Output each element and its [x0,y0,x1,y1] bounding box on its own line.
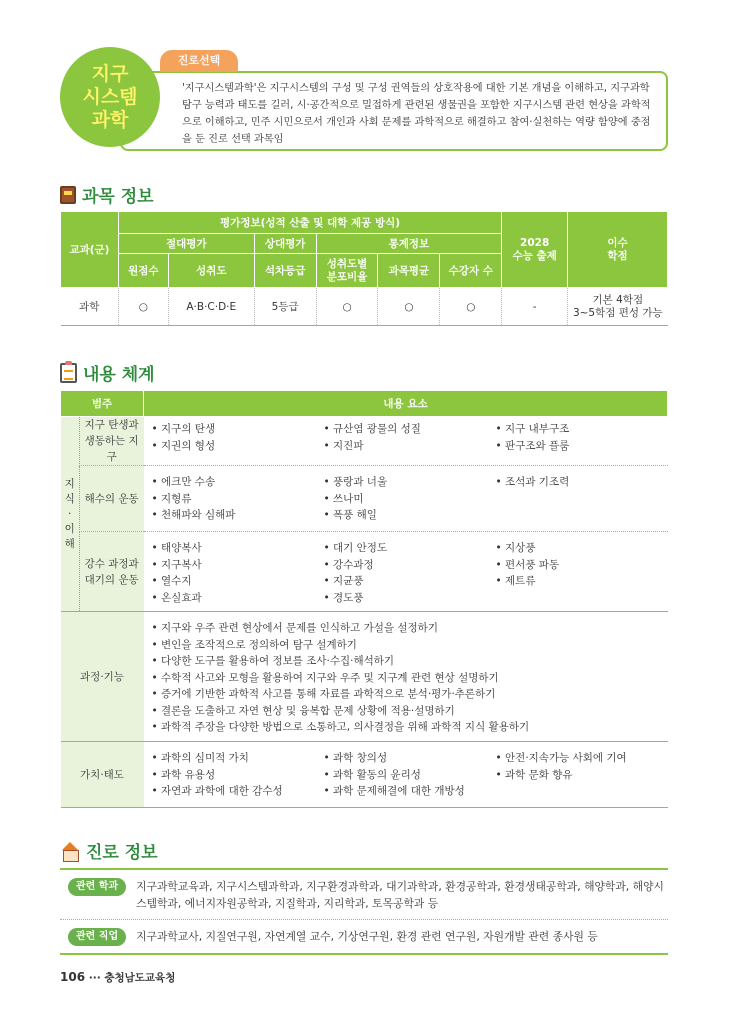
section-subject-info [60,182,154,207]
header-category: 범주 [61,391,144,417]
subject-description: '지구시스템과학'은 지구시스템의 구성 및 구성 권역들의 상호작용에 대한 기본 개념을 이해하고, 지구과학 탐구 능력과 태도를 길러, 시·공간적으로 밀접하게 관련된 생물권을 포함한 지구시스템 관련 현상을 과학적으로 이해하고, 민주 시민으로서 개인과 사회 문제를 과학적으로 해결하고 참여·실천하는 역량 함양에 중점을 둔 진로 선택 과목임 [120,71,668,151]
table-row [61,288,668,326]
row-label: 가치·태도 [61,742,144,808]
header-suneung: 2028 수능 출제 [502,212,568,288]
content-system-table [60,390,668,808]
cell-count: ○ [440,288,502,326]
header-credit: 이수 학점 [568,212,668,288]
cell-ratio: ○ [316,288,378,326]
table-row [61,417,668,466]
header-ratio: 성취도별 분포비율 [316,254,378,288]
subject-title-line: 시스템 [82,85,138,108]
header-rank: 석차등급 [254,254,316,288]
cell-raw: ○ [118,288,168,326]
course-type-tab: 진로선택 [160,50,238,72]
header-elements: 내용 요소 [144,391,668,417]
subject-title-line: 과학 [91,108,129,131]
cell-group: 과학 [61,288,119,326]
book-icon [60,186,76,204]
school-icon [60,842,80,860]
page-footer [60,970,175,985]
header-avg: 과목평균 [378,254,440,288]
page-number: 106 [60,970,86,984]
cell-credit: 기본 4학점 3~5학점 편성 가능 [568,288,668,326]
knowledge-label: 지 식 · 이 해 [61,417,80,612]
row-label: 해수의 운동 [79,466,143,532]
subject-title-line: 지구 [91,62,129,85]
table-row [61,532,668,612]
related-departments-badge: 관련 학과 [68,878,126,896]
header-group: 교과(군) [61,212,119,288]
row-content: • 지구의 탄생 • 지권의 형성 • 규산염 광물의 성질 • 지진파 • 지구 내부구조 • 판구조와 플룸 [144,417,668,466]
subject-info-table [60,211,668,326]
row-content: • 에크만 수송 • 지형류 • 천해파와 심해파 • 풍랑과 너울 • 쓰나미 • 폭풍 해일 • 조석과 기조력 [144,466,668,532]
table-row [61,466,668,532]
career-info-box [60,868,668,955]
row-label: 지구 탄생과 생동하는 지구 [79,417,143,466]
header-stats: 통계정보 [316,234,502,254]
table-row [61,612,668,742]
row-content: • 태양복사 • 지구복사 • 열수지 • 온실효과 • 대기 안정도 • 강수과정 • 지균풍 • 경도풍 • 지상풍 • 편서풍 파동 • 제트류 [144,532,668,612]
related-departments-text: 지구과학교육과, 지구시스템과학과, 지구환경과학과, 대기과학과, 환경공학과, 환경생태공학과, 해양학과, 해양시스템학과, 에너지자원공학과, 지질학과, 지리학과, 토목공학과 등 [136,880,664,910]
section-title: 진로 정보 [86,843,158,863]
related-jobs-badge: 관련 직업 [68,928,126,946]
cell-avg: ○ [378,288,440,326]
cell-rank: 5등급 [254,288,316,326]
cell-achieve: A·B·C·D·E [168,288,254,326]
header-relative: 상대평가 [254,234,316,254]
section-career-info [60,838,158,863]
clipboard-icon [60,363,77,383]
publisher: ··· 충청남도교육청 [88,972,176,984]
header-eval: 평가정보(성적 산출 및 대학 제공 방식) [118,212,501,234]
subject-title-badge [60,47,160,147]
row-label: 강수 과정과 대기의 운동 [79,532,143,612]
section-title: 내용 체계 [83,365,155,385]
header-count: 수강자 수 [440,254,502,288]
header-achieve: 성취도 [168,254,254,288]
related-departments-row [60,868,668,920]
row-content: • 과학의 심미적 가치 • 과학 유용성 • 자연과 과학에 대한 감수성 • 과학 창의성 • 과학 활동의 윤리성 • 과학 문제해결에 대한 개방성 • 안전·지속가능 사회에 기여 • 과학 문화 향유 [144,742,668,808]
related-jobs-text: 지구과학교사, 지질연구원, 자연계열 교수, 기상연구원, 환경 관련 연구원, 자원개발 관련 종사원 등 [136,930,598,943]
header-absolute: 절대평가 [118,234,254,254]
section-title: 과목 정보 [82,187,154,207]
header-raw: 원점수 [118,254,168,288]
section-content-system [60,360,155,385]
row-content: • 지구와 우주 관련 현상에서 문제를 인식하고 가설을 설정하기 • 변인을 조작적으로 정의하여 탐구 설계하기 • 다양한 도구를 활용하여 정보를 조사·수집·해석하기 • 수학적 사고와 모형을 활용하여 지구와 우주 및 지구계 관련 현상 설명하기 • 증거에 기반한 과학적 사고를 통해 자료를 과학적으로 분석·평가·추론하기 • 결론을 도출하고 자연 현상 및 융복합 문제 상황에 적용·설명하기 • 과학적 주장을 다양한 방법으로 소통하고, 의사결정을 위해 과학적 지식 활용하기 [144,612,668,742]
cell-suneung: - [502,288,568,326]
row-label: 과정·기능 [61,612,144,742]
related-jobs-row [60,920,668,955]
table-row [61,742,668,808]
